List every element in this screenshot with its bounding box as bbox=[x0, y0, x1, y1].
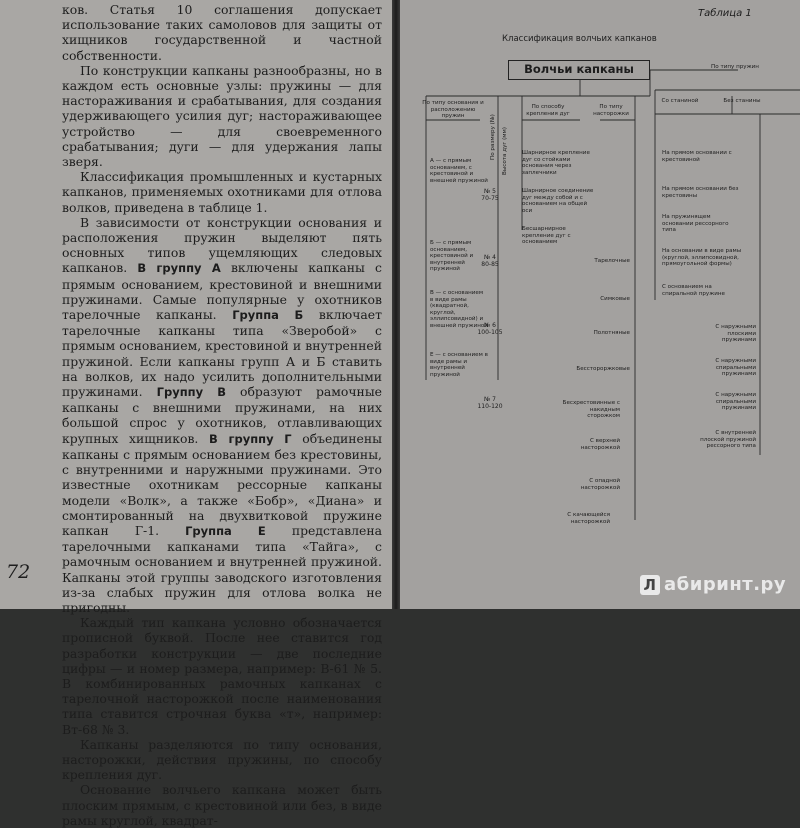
paragraph-text: включает тарелочные капканы типа «Зверобой» с прямым основанием, крестовиной и внутренней пружиной. Если капканы групп А и Б ставить на волков, их надо усилить дополнительными пружинами. bbox=[62, 307, 382, 400]
right-page bbox=[400, 0, 800, 609]
without-frame-node: С наружными спиральными пружинами bbox=[715, 358, 756, 378]
book-spine bbox=[392, 0, 400, 609]
with-frame-node: На прямом основании с крестовиной bbox=[662, 150, 732, 163]
trigger-node: Полотняные bbox=[593, 330, 630, 336]
size-number: № 7 bbox=[484, 396, 496, 403]
size-node bbox=[470, 396, 510, 410]
root-node: Волчьи капканы bbox=[508, 60, 650, 80]
paragraph bbox=[62, 63, 382, 169]
arc-height: 70-75 bbox=[481, 195, 499, 202]
header-base-type: По типу основания и расположению пружин bbox=[422, 100, 484, 120]
arc-fixing-node: Шарнирное соединение дуг между собой и с основанием на общей оси bbox=[522, 188, 594, 214]
paragraph-text: Каждый тип капкана условно обозначается прописной буквой. После нее ставится год разработки конструкции — две последние цифры — и номер размера, например: В-61 № 5. В комбинированных рамочных капканах с тарелочной насторожкой после наименования типа ставится строчная буква «т», например: Вт-68 № 3. bbox=[62, 615, 382, 737]
size-number: № 4 bbox=[484, 254, 496, 261]
paragraph-text: Основание волчьего капкана может быть плоским прямым, с крестовиной или без, в виде рамы круглой, квадрат- bbox=[62, 782, 382, 828]
size-number: № 6 bbox=[484, 322, 496, 329]
group-label: Группа Б bbox=[232, 308, 304, 323]
header-size: По размеру (№) bbox=[490, 114, 496, 160]
base-type-node: Б — с прямым основанием, крестовиной и внутренней пружиной bbox=[430, 240, 474, 273]
trigger-node: Тарелочные bbox=[594, 258, 630, 264]
paragraph bbox=[62, 615, 382, 737]
trigger-node: Симковые bbox=[600, 296, 630, 302]
table-label: Таблица 1 bbox=[698, 8, 752, 19]
paragraph-text: объединены капканы с прямым основанием без крестовины, с внутренними и наружными пружинами. Это известные охотникам рессорные капканы модели «Волк», а также «Бобр», «Диана» и смонтированный на двухвитковой пружине капкан Г-1. bbox=[62, 430, 382, 538]
size-node bbox=[470, 188, 510, 202]
trigger-node: С опадной насторожкой bbox=[580, 478, 620, 491]
with-frame-node: На основании в виде рамы (круглой, эллипсовидной, прямоугольной формы) bbox=[662, 248, 742, 268]
with-frame-node: С основанием на спиральной пружине bbox=[662, 284, 726, 297]
page-number: 72 bbox=[6, 561, 31, 583]
arc-height: 100-105 bbox=[477, 329, 503, 336]
arc-height: 110-120 bbox=[477, 403, 503, 410]
header-arc-height: Высота дуг (мм) bbox=[502, 127, 508, 175]
without-frame-node: С внутренней плоской пружиной рессорного типа bbox=[700, 430, 756, 450]
left-page bbox=[0, 0, 392, 828]
paragraph bbox=[62, 2, 382, 63]
paragraph bbox=[62, 737, 382, 783]
base-type-node: А — с прямым основанием, с крестовиной и внешней пружиной bbox=[430, 158, 488, 184]
without-frame-node: С наружными спиральными пружинами bbox=[715, 392, 756, 412]
spring-type-branch: По типу пружин bbox=[711, 64, 759, 70]
header-trigger-type: По типу насторожки bbox=[593, 104, 629, 117]
arc-fixing-node: Шарнирное крепление дуг со стойками основания через заплечники bbox=[522, 150, 590, 176]
arc-height: 80-85 bbox=[481, 261, 499, 268]
paragraph-text: включены капканы с прямым основанием, крестовиной и внешними пружинами. Самые популярные у охотников тарелочные капканы. bbox=[62, 260, 382, 323]
paragraph-text: образуют рамочные капканы с внешними пружинами, на них большой спрос у охотников, отлавливающих крупных хищников. bbox=[62, 384, 383, 446]
watermark-text: абиринт.ру bbox=[664, 574, 787, 595]
paragraph-text: По конструкции капканы разнообразны, но в каждом есть основные узлы: пружины — для настораживания и срабатывания, для создания удерживающего усилия дуг; настораживающее устройство — для своевременного срабатывания; дуги — для удержания лапы зверя. bbox=[62, 62, 382, 170]
header-with-frame: Со станиной bbox=[661, 98, 699, 104]
paragraph-text: ков. Статья 10 соглашения допускает использование таких самоловов для защиты от хищников государственной и частной собственности. bbox=[62, 2, 382, 63]
size-number: № 5 bbox=[484, 188, 496, 195]
watermark-logo bbox=[640, 574, 786, 595]
with-frame-node: На прямом основании без крестовины bbox=[662, 186, 739, 199]
group-label: Группа Е bbox=[185, 523, 266, 538]
size-node bbox=[470, 254, 510, 268]
trigger-node: Бесхрестовинные с накидным сторожком bbox=[562, 400, 620, 420]
paragraph bbox=[62, 215, 382, 615]
watermark-badge: Л bbox=[640, 575, 660, 595]
paragraph-text: Капканы разделяются по типу основания, насторожки, действия пружины, по способу крепления дуг. bbox=[62, 736, 382, 783]
paragraph-text: В зависимости от конструкции основания и расположения пружин выделяют пять основных типов ущемляющих следовых капканов. bbox=[62, 214, 382, 276]
arc-fixing-node: Бесшарнирное крепление дуг с основанием bbox=[522, 226, 571, 246]
without-frame-node: С наружными плоскими пружинами bbox=[715, 324, 756, 344]
base-type-node: В — с основанием в виде рамы (квадратной, круглой, эллипсовидной) и внешней пружиной bbox=[430, 290, 488, 329]
left-page-text bbox=[62, 2, 382, 828]
paragraph-text: Классификация промышленных и кустарных капканов, применяемых охотниками для отлова волков, приведена в таблице 1. bbox=[62, 169, 382, 215]
header-without-frame: Без станины bbox=[723, 98, 761, 104]
size-node bbox=[470, 322, 510, 336]
paragraph bbox=[62, 169, 382, 215]
trigger-node: С верхней насторожкой bbox=[580, 438, 620, 451]
base-type-node: Е — с основанием в виде рамы и внутренней пружиной bbox=[430, 352, 488, 378]
trigger-node: С качающейся насторожкой bbox=[567, 512, 610, 525]
trigger-node: Бесстороржковые bbox=[576, 366, 630, 372]
group-label: В группу А bbox=[137, 261, 221, 276]
with-frame-node: На пружинящем основании рессорного типа bbox=[662, 214, 729, 234]
group-label: В группу Г bbox=[209, 431, 292, 446]
group-label: Группу В bbox=[156, 385, 226, 400]
header-arc-fixing: По способу крепления дуг bbox=[526, 104, 570, 117]
paragraph bbox=[62, 782, 382, 828]
table-title: Классификация волчьих капканов bbox=[502, 34, 657, 44]
paragraph-text: представлена тарелочными капканами типа «Тайга», с рамочным основанием и внутренней пружиной. Капканы этой группы заводского изготовления из-за слабых пружин для отлова волка не пригодны. bbox=[62, 522, 382, 615]
